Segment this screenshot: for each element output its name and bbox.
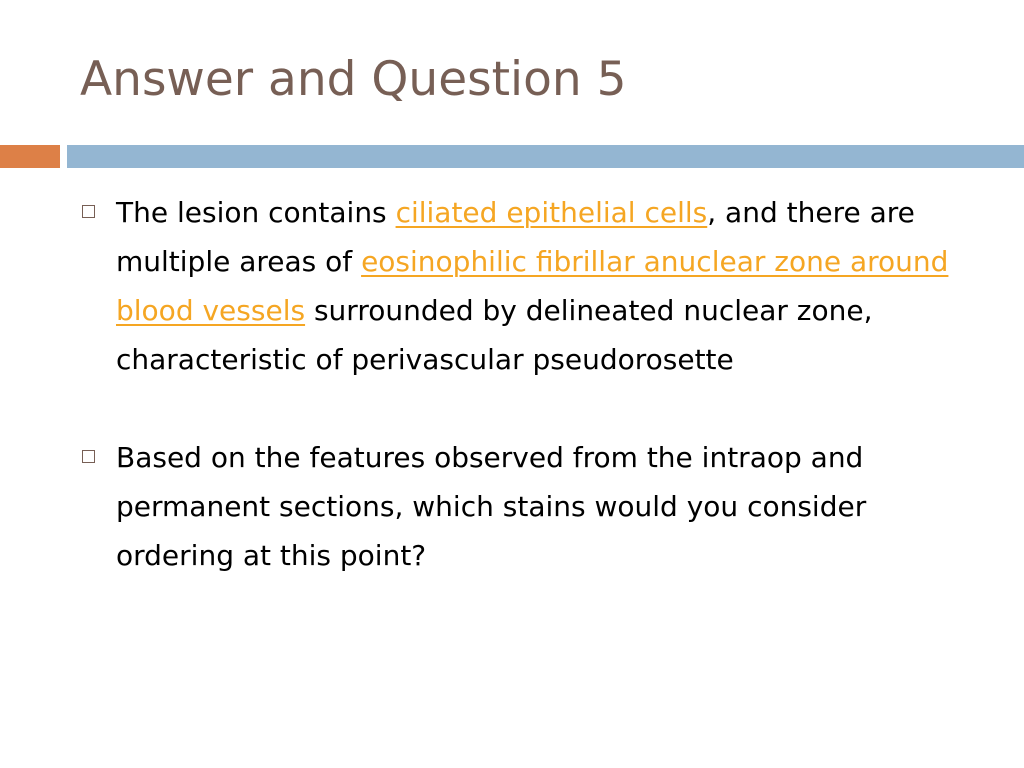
hollow-square-icon <box>82 450 95 463</box>
bullet-1-text-part-1: The lesion contains <box>116 196 396 229</box>
accent-bar-orange <box>0 145 60 168</box>
slide-content <box>80 188 980 580</box>
accent-bar-blue <box>67 145 1024 168</box>
bullet-1-text <box>116 196 948 376</box>
bullet-item-1 <box>80 188 980 384</box>
highlight-ciliated-epithelial-cells: ciliated epithelial cells <box>395 196 708 229</box>
bullet-2-text: Based on the features observed from the intraop and permanent sections, which stains would you consider ordering at this point? <box>116 441 867 572</box>
slide-title: Answer and Question 5 <box>80 52 627 107</box>
bullet-1-text-part-2: , and there are multiple areas of <box>116 196 915 278</box>
hollow-square-icon <box>82 205 95 218</box>
bullet-item-2 <box>80 433 980 580</box>
bullet-1-text-part-3: surrounded by delineated nuclear zone, characteristic of perivascular pseudorosette <box>116 294 873 376</box>
highlight-eosinophilic-zone: eosinophilic fibrillar anuclear zone around blood vessels <box>116 245 949 327</box>
